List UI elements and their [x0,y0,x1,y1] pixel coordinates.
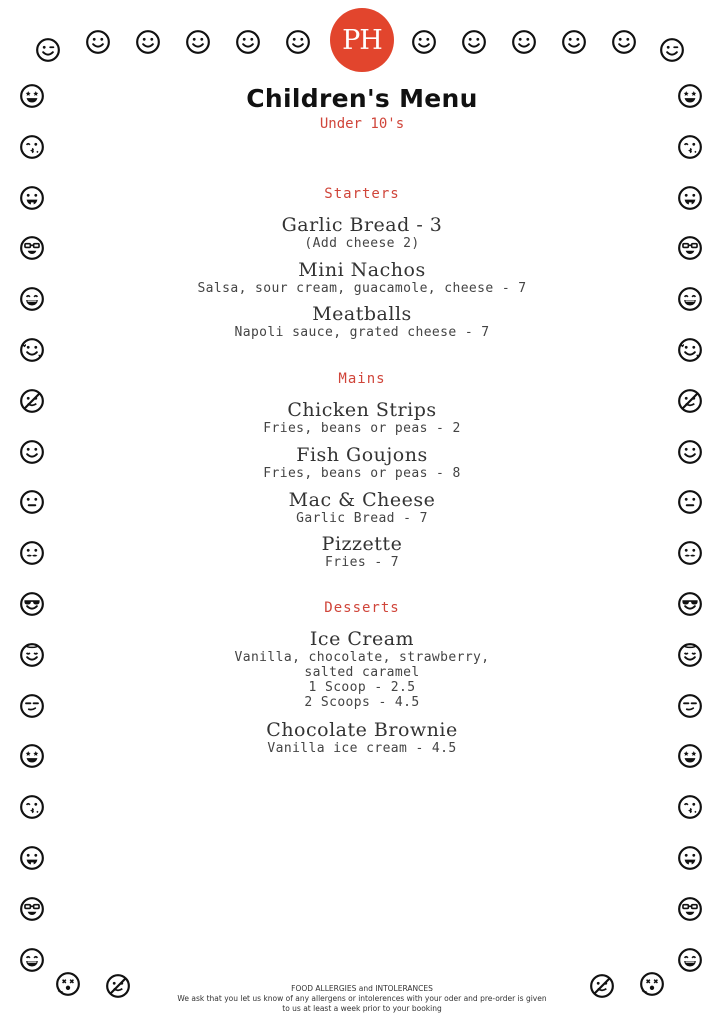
menu-item-name: Meatballs [312,303,412,325]
kiss-icon [677,134,703,160]
footer-line-2: to us at least a week prior to your booking [282,1004,442,1013]
menu-item [0,399,724,436]
menu-item [0,259,724,296]
logo-text: PH [342,24,382,56]
menu-item [0,303,724,340]
menu-item-name: Chicken Strips [287,399,437,421]
page-subtitle: Under 10's [319,116,405,132]
logo [330,8,394,72]
menu-item-description: salted caramel [304,665,420,680]
menu-item-name: Fish Goujons [296,444,428,466]
kiss-icon [19,794,45,820]
menu-item-name: Garlic Bread - 3 [281,214,443,236]
menu-item [0,628,724,710]
smile-icon [561,29,587,55]
footer-text [0,994,724,1014]
menu-item [0,444,724,481]
menu-item-description: Napoli sauce, grated cheese - 7 [234,325,490,340]
menu-item-description: Garlic Bread - 7 [296,511,428,526]
menu-item-description: Vanilla ice cream - 4.5 [267,741,457,756]
menu-item-description: Fries, beans or peas - 2 [263,421,461,436]
menu-item-name: Mac & Cheese [288,489,436,511]
kiss-icon [677,794,703,820]
menu-item-name: Mini Nachos [298,259,426,281]
footer-title: FOOD ALLERGIES and INTOLERANCES [291,984,433,993]
menu-item-name: Pizzette [321,533,403,555]
smile-icon [611,29,637,55]
smile-icon [511,29,537,55]
hearts-icon [19,337,45,363]
smile-icon [285,29,311,55]
glasses-icon [19,896,45,922]
wink-icon [659,37,685,63]
laugh-icon [19,947,45,973]
menu-item-description: Salsa, sour cream, guacamole, cheese - 7 [197,281,527,296]
menu-item [0,214,724,251]
kiss-icon [19,134,45,160]
menu-item-name: Ice Cream [309,628,415,650]
menu-item-description: Fries, beans or peas - 8 [263,466,461,481]
menu-item-name: Chocolate Brownie [266,719,458,741]
menu-item-description: Vanilla, chocolate, strawberry, [234,650,490,665]
smile-icon [461,29,487,55]
laugh-icon [677,947,703,973]
menu-item-description: 2 Scoops - 4.5 [304,695,420,710]
page-title: Children's Menu [246,84,478,113]
hearts-icon [677,337,703,363]
glasses-icon [677,896,703,922]
wink-icon [35,37,61,63]
menu-item [0,533,724,570]
smile-icon [135,29,161,55]
menu-item-description: Fries - 7 [324,555,400,570]
tongue-icon [19,845,45,871]
smile-icon [411,29,437,55]
tongue-icon [677,845,703,871]
section-heading-desserts: Desserts [324,600,400,616]
section-heading-starters: Starters [324,186,400,202]
footer-line-1: We ask that you let us know of any allergens or intolerences with your oder and pre-order is given [177,994,547,1003]
menu-item [0,719,724,756]
smile-icon [185,29,211,55]
menu-item-description: 1 Scoop - 2.5 [308,680,416,695]
smile-icon [85,29,111,55]
smile-icon [235,29,261,55]
menu-item-description: (Add cheese 2) [304,236,420,251]
menu-item [0,489,724,526]
section-heading-mains: Mains [338,371,386,387]
